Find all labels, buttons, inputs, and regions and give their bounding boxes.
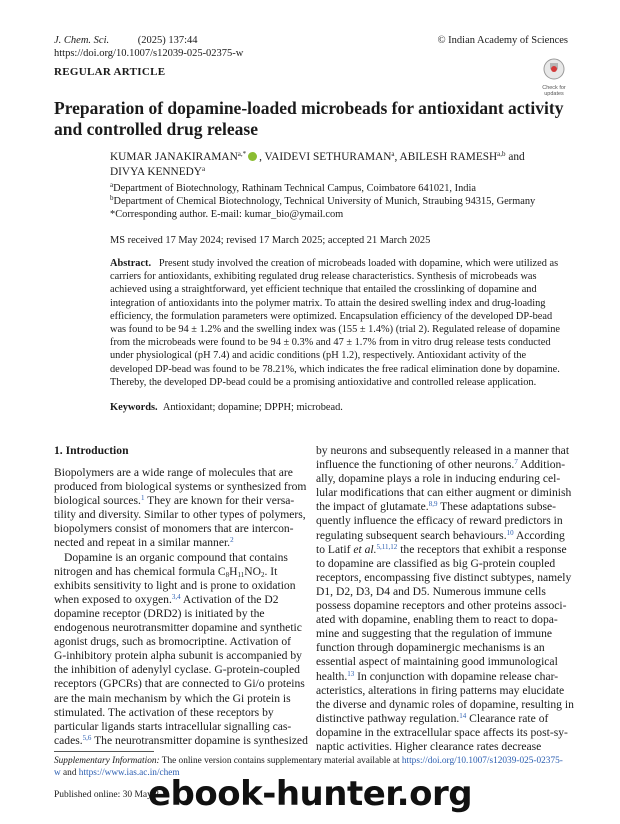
- journal-name: J. Chem. Sci.: [54, 35, 110, 46]
- article-type: REGULAR ARTICLE: [54, 66, 166, 78]
- check-for-updates-badge[interactable]: [537, 58, 571, 97]
- running-header: [54, 34, 198, 47]
- affiliations: [110, 182, 580, 222]
- paragraph-line: ally, dopamine plays a role in inducing enduring cel-: [316, 472, 561, 486]
- line-text: when exposed to oxygen.: [54, 592, 172, 606]
- paragraph-line: the inhibition of adenylyl cyclase. G-protein-coupled: [54, 663, 300, 677]
- paragraph-line: exhibits sensitivity to light and is prone to oxidation: [54, 578, 296, 592]
- citation-link[interactable]: 10: [506, 528, 514, 537]
- paragraph-line: quently influence the efficacy of reward predictors in: [316, 514, 563, 528]
- paragraph-line: [316, 458, 568, 472]
- line-text: regulating subsequent search behaviours.: [316, 528, 507, 542]
- paragraph-line: Dopamine is an organic compound that contains: [64, 550, 288, 564]
- paragraph-line: dopamine receptor (DRD2) is initiated by the: [54, 606, 265, 620]
- paragraph-line: produced from biological systems or synthesized from: [54, 480, 307, 494]
- author-name: , VAIDEVI SETHURAMAN: [259, 151, 392, 163]
- line-text: nitrogen and has chemical formula C: [54, 564, 226, 578]
- paragraph-line: lular modifications that can either augment or diminish: [316, 486, 572, 500]
- paragraph-line: dopamine in the extracellular space affects its post-sy-: [316, 725, 568, 739]
- paragraph-line: [54, 733, 308, 748]
- paragraph-line: [316, 543, 568, 557]
- abstract-line: developed DP-bead was found to be 78.21%, which indicates the free radical elimination done by dopamine.: [110, 363, 560, 375]
- paragraph-line: [54, 494, 304, 508]
- supplementary-link-tail[interactable]: w: [54, 768, 61, 778]
- line-text: According: [513, 528, 565, 542]
- author-sup: a,*: [237, 150, 247, 158]
- paragraph-line: essential aspect of maintaining good immunological: [316, 655, 558, 669]
- line-text: to Latif: [316, 542, 354, 556]
- paragraph-line: possess dopamine receptors and other proteins associ-: [316, 599, 567, 613]
- footnote-text: and: [60, 768, 79, 778]
- line-text: . It: [264, 564, 278, 578]
- paragraph-line: receptors (GPCRs) that are connected to Gi/o proteins: [54, 677, 305, 691]
- abstract-line: from the microbeads were found to be 94 ± 0.3% and 47 ± 1.7% from in vitro drug release tests conducted: [110, 337, 551, 349]
- paragraph-line: biopolymers consist of monomers that are intercon-: [54, 522, 294, 536]
- citation-link[interactable]: 14: [459, 711, 467, 720]
- citation-link[interactable]: 13: [347, 669, 355, 678]
- author-name: , ABILESH RAMESH: [394, 151, 498, 163]
- paragraph-line: to dopamine are classified as big G-protein coupled: [316, 556, 556, 570]
- line-text: NO: [244, 564, 261, 578]
- citation-link[interactable]: 7: [514, 458, 518, 467]
- paragraph-line: [316, 529, 568, 543]
- affiliation-b: [110, 195, 580, 208]
- paragraph-line: D1, D2, D3, D4 and D5. Numerous immune cells: [316, 584, 546, 598]
- abstract-label: Abstract.: [110, 258, 152, 269]
- citation-link[interactable]: 5,11,12: [376, 542, 398, 551]
- journal-site-link[interactable]: https://www.ias.ac.in/chem: [78, 768, 180, 778]
- paragraph-line: [316, 500, 568, 514]
- abstract: [110, 257, 572, 389]
- affiliation-sup: a: [110, 181, 114, 189]
- line-text: distinctive pathway regulation.: [316, 711, 460, 725]
- paragraph-line: naptic activities. Higher clearance rates decrease: [316, 739, 542, 753]
- formula-sub: 11: [237, 570, 245, 579]
- paragraph-line: agonist drugs, such as bromocriptine. Activation of: [54, 635, 291, 649]
- formula-sub: 2: [260, 570, 265, 579]
- paragraph-line: Biopolymers are a wide range of molecules that are: [54, 466, 293, 479]
- footnote-label: Supplementary Information:: [54, 756, 160, 766]
- badge-line1: Check for: [542, 85, 566, 91]
- abstract-line: was found to be 94 ± 1.2% and the swelling index was (155 ± 1.4%) (trial 2). Regulated release of dopamine: [110, 324, 560, 336]
- paragraph-line: [54, 593, 304, 607]
- line-text: biological sources.: [54, 494, 141, 508]
- section-heading: 1. Introduction: [54, 444, 129, 457]
- corresponding-author: *Corresponding author. E-mail: kumar_bio@ymail.com: [110, 209, 344, 221]
- title-line-2: and controlled drug release: [54, 119, 259, 139]
- paragraph-line: are the main mechanism by which the Gi protein is: [54, 691, 291, 705]
- abstract-line: Thereby, the developed DP-bead could be a promising antioxidative and controlled release application.: [110, 376, 537, 388]
- paragraph-line: [54, 536, 304, 550]
- citation-link[interactable]: 5,6: [82, 733, 92, 742]
- paragraph-line: endogenous neurotransmitter dopamine and synthetic: [54, 621, 302, 635]
- formula-sub: 8: [225, 570, 230, 579]
- badge-line2: updates: [544, 91, 564, 97]
- author-conjunction: and: [505, 151, 525, 163]
- paragraph-line: [316, 670, 568, 684]
- author-sup: a: [391, 150, 395, 158]
- affiliation-text: Department of Biotechnology, Rathinam Technical Campus, Coimbatore 641021, India: [113, 183, 476, 194]
- right-column: [316, 444, 574, 754]
- affiliation-a: [110, 182, 580, 195]
- publisher-notice: © Indian Academy of Sciences: [437, 35, 568, 46]
- orcid-icon[interactable]: [248, 152, 257, 161]
- line-text: cades.: [54, 733, 83, 747]
- citation-link[interactable]: 8,9: [428, 500, 438, 509]
- check-for-updates-icon: [543, 58, 565, 80]
- affiliation-sup: b: [110, 194, 114, 203]
- citation-link[interactable]: 2: [230, 536, 234, 545]
- footnote-text: The online version contains supplementary material available at: [159, 756, 402, 766]
- line-text: The neurotransmitter dopamine is synthesized: [91, 733, 308, 747]
- abstract-line: under physiological (pH 7.4) and acidic conditions (pH 1.2), respectively. Antioxidant activity of the: [110, 350, 527, 362]
- published-date: Published online: 30 May 2: [54, 790, 160, 800]
- manuscript-dates: MS received 17 May 2024; revised 17 March 2025; accepted 21 March 2025: [110, 235, 431, 246]
- line-text: Addition-: [517, 458, 566, 472]
- volume-info: (2025) 137:44: [137, 35, 198, 46]
- paragraph-line: particular ligands starts intracellular signalling cas-: [54, 719, 292, 733]
- abstract-line: carriers for antioxidants, exhibiting regulated drug release characteristics. Synthesis of microbeads was: [110, 271, 537, 283]
- paragraph-line: mine and suggesting that the regulation of immune: [316, 627, 553, 641]
- paragraph-line: [54, 565, 304, 579]
- line-text: the impact of glutamate.: [316, 500, 429, 514]
- abstract-line: integration of antioxidants into the polymer matrix. To attain the desired swelling index and drug-loading: [110, 297, 546, 309]
- author-name: DIVYA KENNEDY: [110, 166, 202, 178]
- line-text: Activation of the D2: [180, 592, 279, 606]
- watermark: ebook-hunter.org: [148, 774, 473, 814]
- article-title: [54, 98, 563, 140]
- footnote-rule: [54, 751, 154, 752]
- line-text: health.: [316, 669, 348, 683]
- paragraph-line: the diverse and dynamic roles of dopamine, resulting in: [316, 697, 574, 711]
- line-text: nected and repeat in a similar manner.: [54, 536, 231, 550]
- doi-link[interactable]: https://doi.org/10.1007/s12039-025-02375-w: [54, 48, 244, 59]
- abstract-line: Present study involved the creation of microbeads loaded with dopamine, which were utilized as: [158, 258, 559, 269]
- paragraph-line: tility and diversity. Similar to other types of polymers,: [54, 508, 306, 522]
- author-sup: a,b: [497, 150, 506, 158]
- paragraph-line: by neurons and subsequently released in a manner that: [316, 444, 570, 457]
- keywords-label: Keywords.: [110, 402, 158, 413]
- left-column: [54, 466, 308, 748]
- citation-link[interactable]: 1: [140, 494, 145, 503]
- paragraph-line: ated with dopamine, enabling them to react to dopa-: [316, 613, 558, 627]
- abstract-line: efficiency, the formulation parameters were optimized. Encapsulation efficiency of the developed DP-bead: [110, 310, 553, 322]
- paragraph-line: [316, 712, 568, 726]
- line-text: influence the functioning of other neurons.: [316, 458, 515, 472]
- abstract-line: achieved using a straightforward, yet efficient technique that entailed the crosslinking of dopamine and: [110, 284, 537, 296]
- author-name: KUMAR JANAKIRAMAN: [110, 151, 238, 163]
- line-text: Clearance rate of: [466, 711, 549, 725]
- paragraph-line: acteristics, alterations in firing patterns may elucidate: [316, 683, 565, 697]
- affiliation-text: Department of Chemical Biotechnology, Technical University of Munich, Straubing 94315, Germany: [113, 196, 536, 208]
- line-text: et al.: [353, 542, 377, 556]
- line-text: In conjunction with dopamine release char-: [354, 669, 559, 683]
- paragraph-line: stimulated. The activation of these receptors by: [54, 705, 274, 719]
- title-line-1: Preparation of dopamine-loaded microbeads for antioxidant activity: [54, 98, 564, 118]
- line-text: They are known for their versa-: [144, 494, 295, 508]
- paragraph-line: receptors, encompassing five distinct subtypes, namely: [316, 570, 572, 584]
- citation-link[interactable]: 3,4: [171, 592, 181, 601]
- paragraph-line: function through dopaminergic mechanisms is an: [316, 641, 545, 655]
- line-text: the receptors that exhibit a response: [397, 542, 567, 556]
- paragraph-line: G-inhibitory protein alpha subunit is accompanied by: [54, 649, 302, 663]
- keywords: [110, 402, 343, 413]
- author-list: [110, 150, 570, 180]
- line-text: These adaptations subse-: [437, 500, 557, 514]
- keywords-text: Antioxidant; dopamine; DPPH; microbead.: [162, 402, 343, 413]
- supplementary-link[interactable]: https://doi.org/10.1007/s12039-025-02375-: [401, 756, 563, 766]
- line-text: H: [229, 564, 238, 578]
- author-sup: a: [201, 165, 206, 173]
